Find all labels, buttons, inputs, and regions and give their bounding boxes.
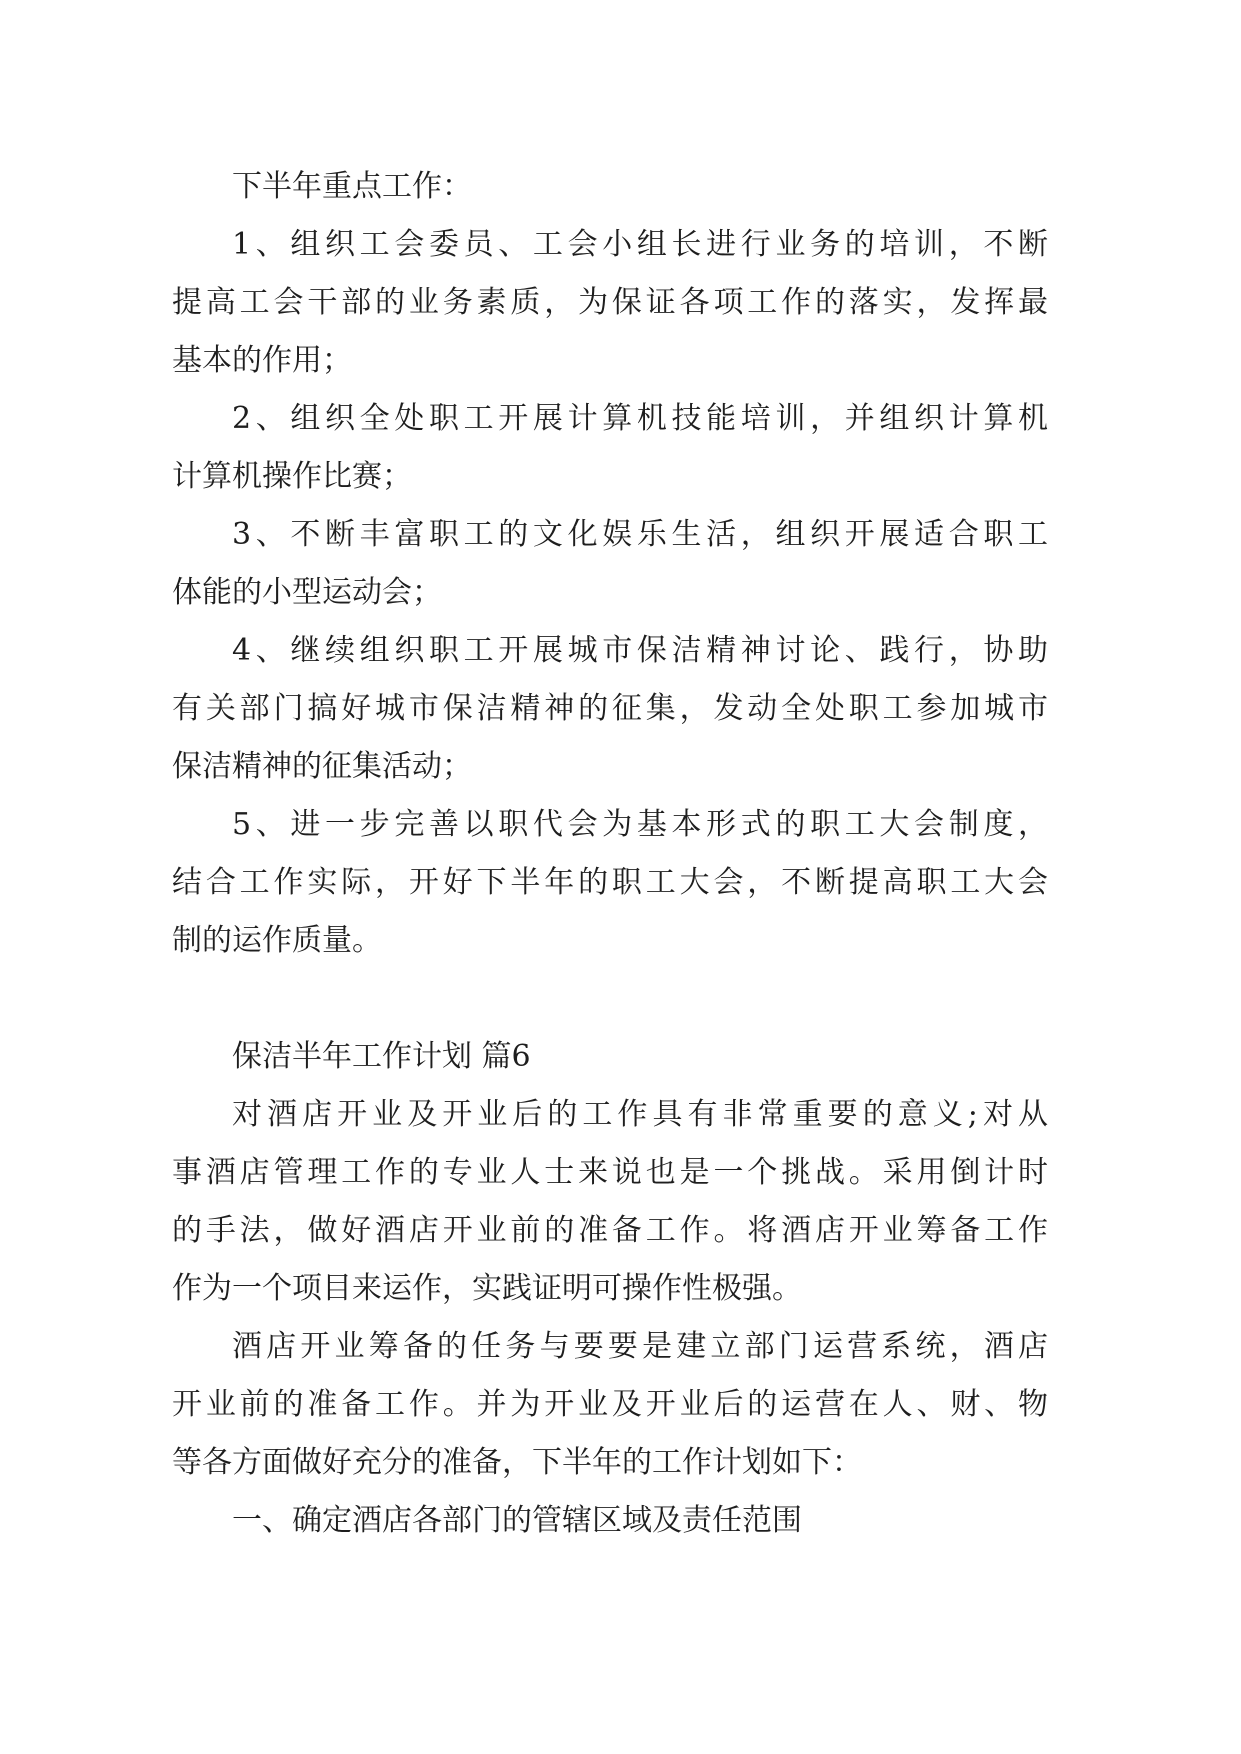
text-line: 有关部门搞好城市保洁精神的征集，发动全处职工参加城市	[172, 691, 1048, 726]
list-item	[172, 216, 1048, 390]
text-line: 5、进一步完善以职代会为基本形式的职工大会制度，	[232, 807, 1048, 842]
text-line: 作为一个项目来运作，实践证明可操作性极强。	[172, 1271, 802, 1306]
document-page	[172, 158, 1048, 1550]
section-work-priorities	[172, 158, 1048, 970]
text-line: 提高工会干部的业务素质，为保证各项工作的落实，发挥最	[172, 285, 1048, 320]
text-line: 1、组织工会委员、工会小组长进行业务的培训，不断	[232, 227, 1048, 262]
text-line: 基本的作用；	[172, 343, 352, 378]
text-line: 体能的小型运动会；	[172, 575, 442, 610]
text-line: 等各方面做好充分的准备，下半年的工作计划如下：	[172, 1445, 862, 1480]
list-item	[172, 796, 1048, 970]
section-heading: 下半年重点工作：	[232, 169, 472, 204]
text-line: 一、确定酒店各部门的管辖区域及责任范围	[232, 1503, 802, 1538]
text-line: 酒店开业筹备的任务与要要是建立部门运营系统，酒店	[232, 1329, 1048, 1364]
text-line: 对酒店开业及开业后的工作具有非常重要的意义;对从	[232, 1097, 1048, 1132]
paragraph	[172, 1318, 1048, 1492]
text-line: 结合工作实际，开好下半年的职工大会，不断提高职工大会	[172, 865, 1048, 900]
text-line: 2、组织全处职工开展计算机技能培训，并组织计算机	[232, 401, 1048, 436]
section-title: 保洁半年工作计划 篇6	[232, 1039, 531, 1074]
list-item	[172, 622, 1048, 796]
list-item	[172, 390, 1048, 506]
text-line: 计算机操作比赛；	[172, 459, 412, 494]
section-spacer	[172, 970, 1048, 1028]
text-line: 制的运作质量。	[172, 923, 382, 958]
text-line: 的手法，做好酒店开业前的准备工作。将酒店开业筹备工作	[172, 1213, 1048, 1248]
text-line: 事酒店管理工作的专业人士来说也是一个挑战。采用倒计时	[172, 1155, 1048, 1190]
paragraph	[172, 1492, 1048, 1550]
list-item	[172, 506, 1048, 622]
text-line: 4、继续组织职工开展城市保洁精神讨论、践行，协助	[232, 633, 1048, 668]
text-line: 开业前的准备工作。并为开业及开业后的运营在人、财、物	[172, 1387, 1048, 1422]
text-line: 3、不断丰富职工的文化娱乐生活，组织开展适合职工	[232, 517, 1048, 552]
paragraph	[172, 1086, 1048, 1318]
text-line: 保洁精神的征集活动；	[172, 749, 472, 784]
section-cleaning-plan	[172, 1028, 1048, 1550]
